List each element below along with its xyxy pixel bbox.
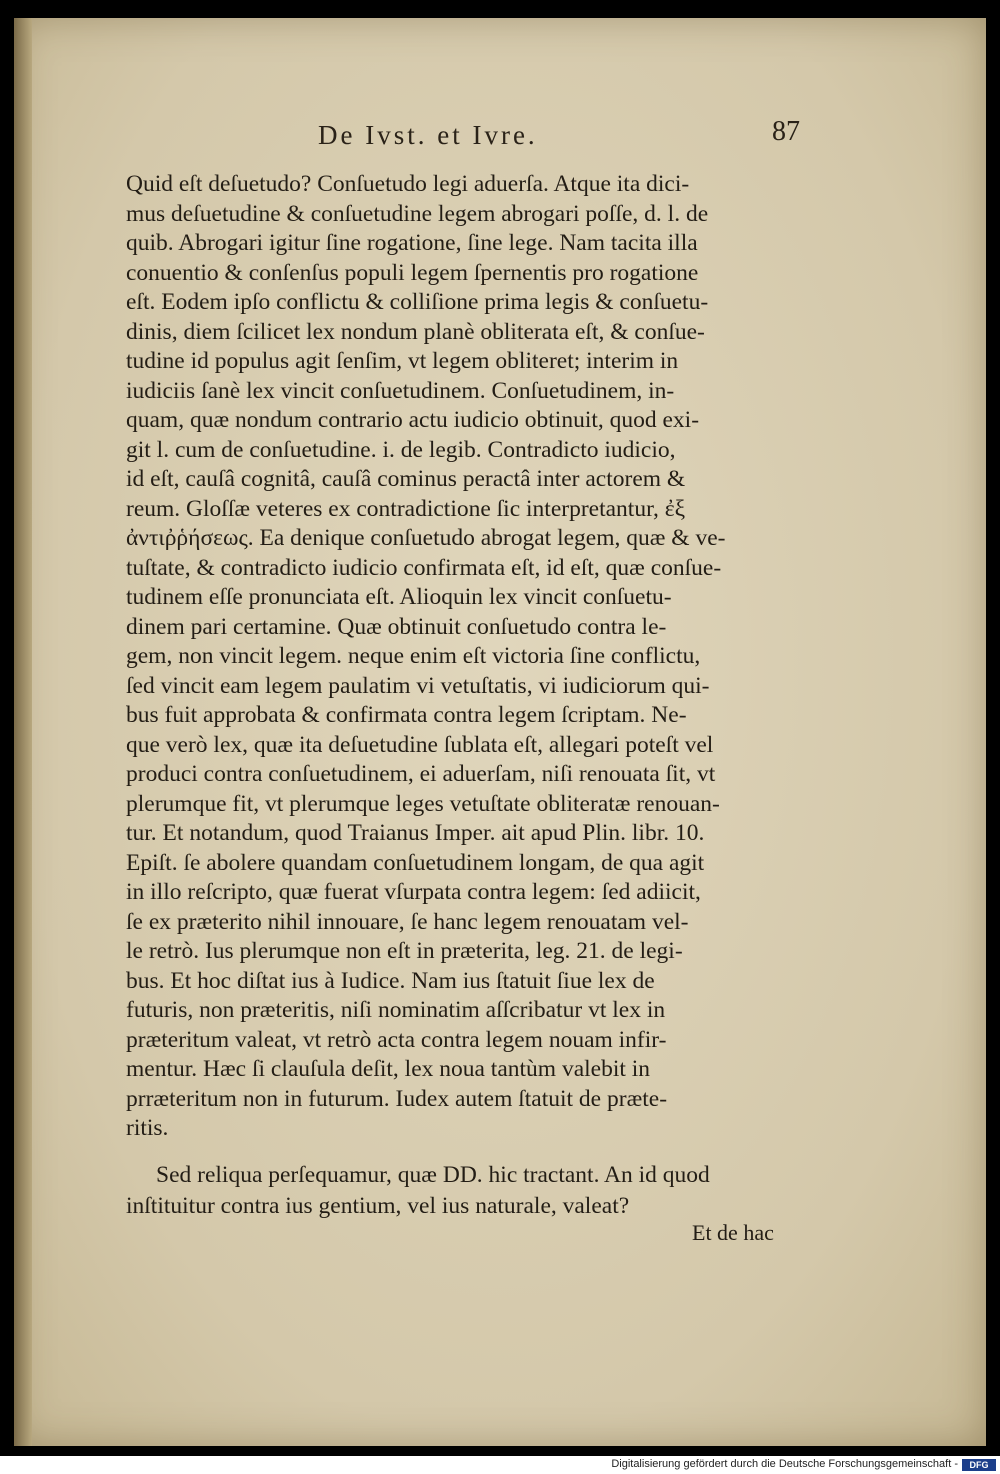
page-number: 87 — [772, 116, 800, 147]
text-line: bus fuit approbata & confirmata contra legem ſcriptam. Ne- — [126, 702, 687, 728]
text-line: plerumque fit, vt plerumque leges vetuſtate obliteratæ renouan- — [126, 790, 720, 817]
text-line: iudiciis ſanè lex vincit conſuetudinem. Conſuetudinem, in- — [126, 377, 675, 404]
text-line: mus deſuetudine & conſuetudine legem abrogari poſſe, d. l. de — [126, 200, 709, 227]
running-head: De Ivst. et Ivre. — [318, 120, 538, 150]
text-line: gem, non vincit legem. neque enim eſt victoria ſine conflictu, — [126, 643, 701, 669]
text-line: prræteritum non in futurum. Iudex autem ſtatuit de præte- — [126, 1085, 668, 1112]
text-line: tuſtate, & contradicto iudicio confirmata eſt, id eſt, quæ conſue- — [126, 554, 722, 581]
text-line: git l. cum de conſuetudine. i. de legib. Contradicto iudicio, — [126, 436, 676, 463]
page-edge — [14, 18, 32, 1446]
text-line: in illo reſcripto, quæ fuerat vſurpata contra legem: ſed adiicit, — [126, 879, 701, 905]
text-line: quib. Abrogari igitur ſine rogatione, ſine lege. Nam tacita illa — [126, 230, 698, 256]
text-line: Quid eſt deſuetudo? Conſuetudo legi aduerſa. Atque ita dici- — [126, 171, 690, 197]
text-line: eſt. Eodem ipſo conflictu & colliſione prima legis & conſuetu- — [126, 289, 709, 315]
text-line: id eſt, cauſâ cognitâ, cauſâ cominus peractâ inter actorem & — [126, 466, 686, 492]
text-line: dinis, diem ſcilicet lex nondum planè obliterata eſt, & conſue- — [126, 318, 705, 345]
dfg-logo: DFG — [962, 1459, 996, 1471]
text-line: ritis. — [126, 1115, 169, 1141]
text-line: ἀντιῤῥήσεως. Ea denique conſuetudo abrogat legem, quæ & ve- — [126, 525, 726, 551]
text-line: tudinem eſſe pronunciata eſt. Alioquin lex vincit conſuetu- — [126, 584, 672, 610]
second-paragraph — [126, 1160, 806, 1222]
text-line: dinem pari certamine. Quæ obtinuit conſuetudo contra le- — [126, 613, 667, 640]
text-line: tur. Et notandum, quod Traianus Imper. ait apud Plin. libr. 10. — [126, 820, 705, 846]
text-line: tudine id populus agit ſenſim, vt legem obliteret; interim in — [126, 348, 679, 374]
text-line: que verò lex, quæ ita deſuetudine ſublata eſt, allegari poteſt vel — [126, 731, 714, 758]
text-line: reum. Gloſſæ veteres ex contradictione ſic interpretantur, ἐξ — [126, 495, 686, 522]
text-line: ſed vincit eam legem paulatim vi vetuſtatis, vi iudiciorum qui- — [126, 672, 710, 699]
catchword: Et de hac — [692, 1220, 774, 1245]
text-line: produci contra conſuetudinem, ei aduerſam, niſi renouata ſit, vt — [126, 761, 716, 787]
text-line: conuentio & conſenſus populi legem ſpernentis pro rogatione — [126, 259, 699, 286]
text-line: quam, quæ nondum contrario actu iudicio obtinuit, quod exi- — [126, 407, 700, 433]
text-line: Sed reliqua perſequamur, quæ DD. hic tractant. An id quod — [156, 1162, 710, 1188]
text-line: bus. Et hoc diſtat ius à Iudice. Nam ius ſtatuit ſiue lex de — [126, 967, 655, 994]
main-paragraph — [126, 170, 806, 1144]
text-line: Epiſt. ſe abolere quandam conſuetudinem longam, de qua agit — [126, 849, 705, 876]
text-line: mentur. Hæc ſi clauſula deſit, lex noua tantùm valebit in — [126, 1056, 651, 1082]
text-line: le retrò. Ius plerumque non eſt in præterita, leg. 21. de legi- — [126, 938, 683, 964]
funding-credit: Digitalisierung gefördert durch die Deutsche Forschungsgemeinschaft - — [611, 1458, 958, 1470]
text-line: præteritum valeat, vt retrò acta contra legem nouam infir- — [126, 1026, 667, 1053]
text-line: futuris, non præteritis, niſi nominatim aſſcribatur vt lex in — [126, 997, 666, 1023]
text-line: ſe ex præterito nihil innouare, ſe hanc legem renouatam vel- — [126, 908, 689, 935]
text-line: inſtituitur contra ius gentium, vel ius naturale, valeat? — [126, 1193, 630, 1219]
